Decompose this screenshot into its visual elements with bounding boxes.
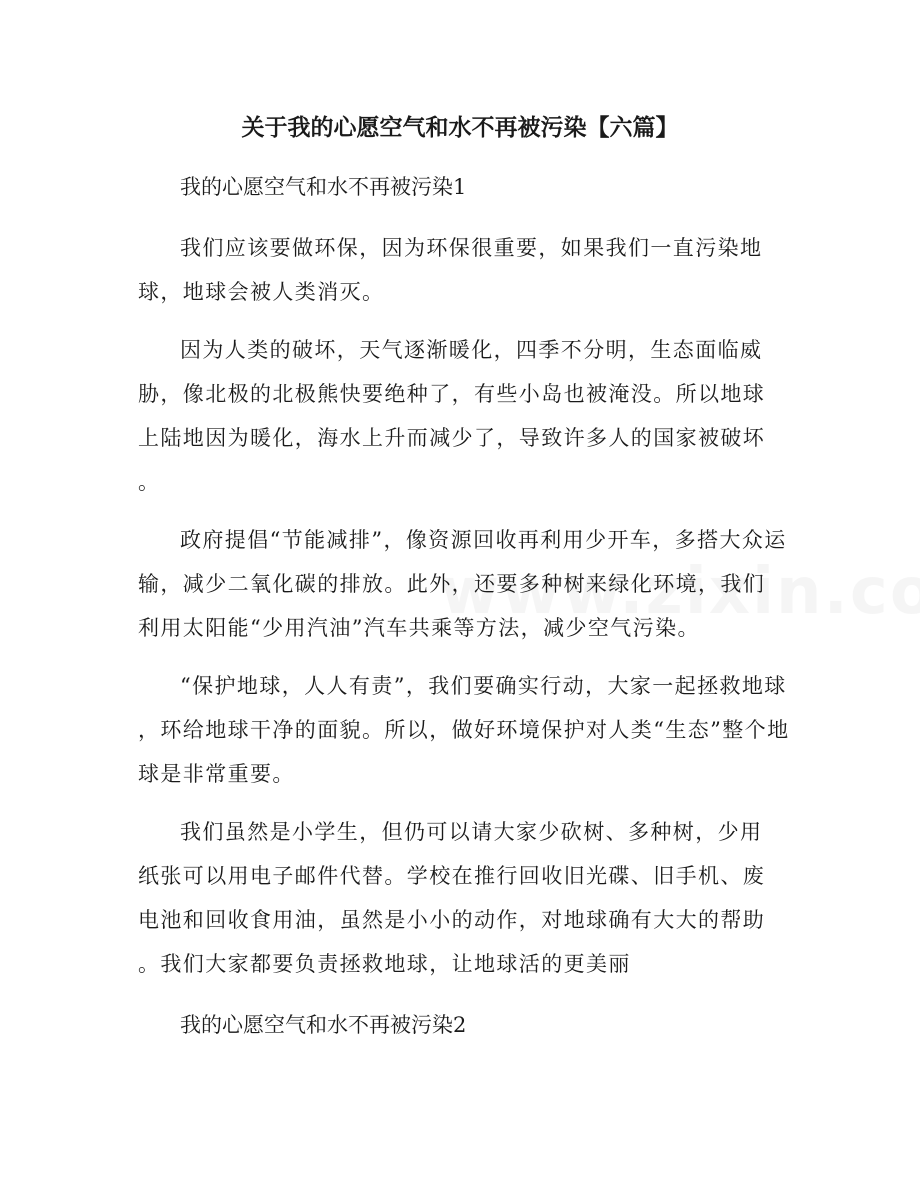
section-heading-2: 我的心愿空气和水不再被污染2 [180,1013,467,1037]
paragraph-line: 利用太阳能“少用汽油”汽车共乘等方法，减少空气污染。 [138,616,700,640]
paragraph-line: ，环给地球干净的面貌。所以，做好环境保护对人类“生态”整个地 [138,718,790,742]
paragraph-line: 。 [138,470,161,494]
paragraph-4 [138,664,788,796]
paragraph-line: 我们虽然是小学生，但仍可以请大家少砍树、多种树，少用 [180,820,763,844]
document-title: 关于我的心愿空气和水不再被污染【六篇】 [241,114,679,141]
paragraph-line: 电池和回收食用油，虽然是小小的动作，对地球确有大大的帮助 [138,908,766,932]
paragraph-line: 我们应该要做环保，因为环保很重要，如果我们一直污染地 [180,236,763,260]
paragraph-line: 输，减少二氧化碳的排放。此外，还要多种树来绿化环境，我们 [138,572,766,596]
paragraph-5 [138,810,788,986]
section-heading-1: 我的心愿空气和水不再被污染1 [180,175,467,199]
paragraph-line: 球，地球会被人类消灭。 [138,280,385,304]
paragraph-line: 。我们大家都要负责拯救地球，让地球活的更美丽 [138,952,631,976]
paragraph-line: “保护地球，人人有责”，我们要确实行动，大家一起拯救地球 [180,674,787,698]
paragraph-line: 政府提倡“节能减排”，像资源回收再利用少开车，多搭大众运 [180,528,787,552]
paragraph-1 [138,226,788,314]
paragraph-2 [138,328,788,504]
paragraph-line: 因为人类的破坏，天气逐渐暖化，四季不分明，生态面临威 [180,338,763,362]
paragraph-line: 纸张可以用电子邮件代替。学校在推行回收旧光碟、旧手机、废 [138,864,766,888]
paragraph-3 [138,518,788,650]
paragraph-line: 球是非常重要。 [138,762,295,786]
paragraph-line: 胁，像北极的北极熊快要绝种了，有些小岛也被淹没。所以地球 [138,382,766,406]
paragraph-line: 上陆地因为暖化，海水上升而减少了，导致许多人的国家被破坏 [138,426,766,450]
